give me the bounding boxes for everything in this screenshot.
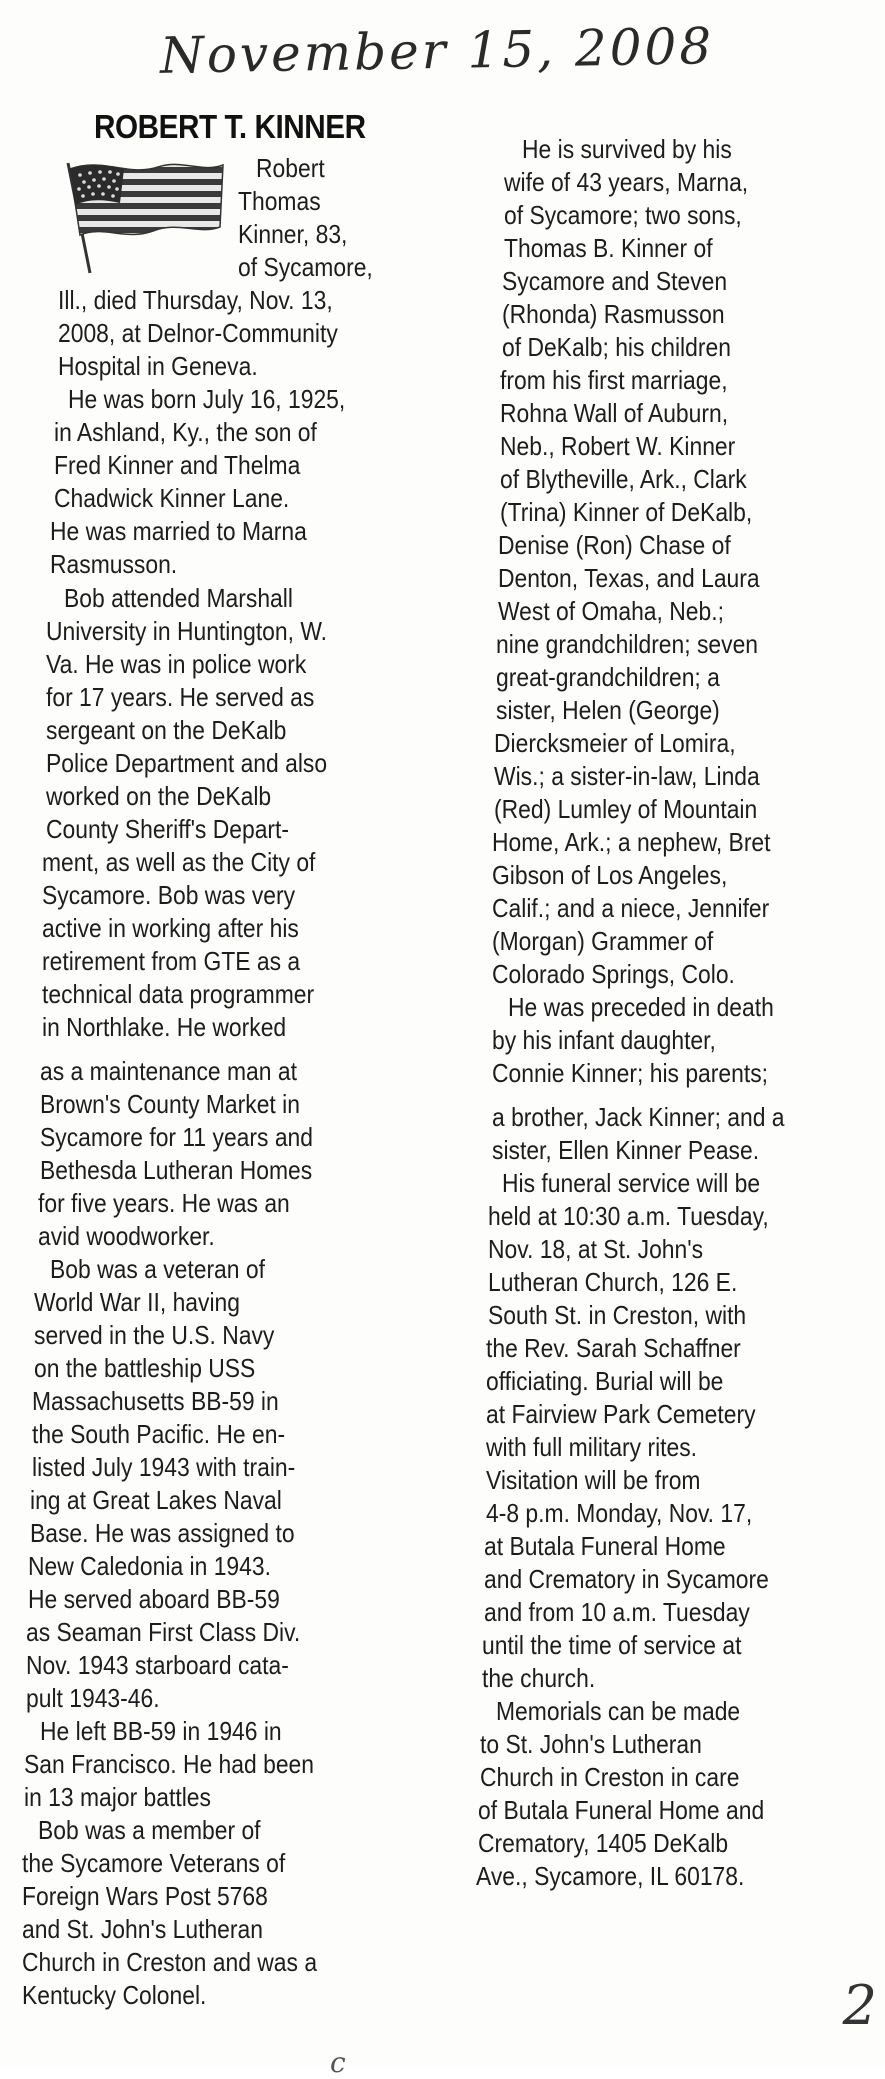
text-line: sergeant on the DeKalb (46, 715, 287, 745)
text-line: Rohna Wall of Auburn, (500, 398, 729, 428)
text-line: Neb., Robert W. Kinner (500, 431, 736, 461)
text-line: and St. John's Lutheran (22, 1914, 263, 1944)
text-line: at Butala Funeral Home (484, 1531, 726, 1561)
text-line: in 13 major battles (24, 1782, 211, 1812)
text-line: Colorado Springs, Colo. (492, 959, 735, 989)
text-line: (Morgan) Grammer of (492, 926, 714, 956)
text-line: ment, as well as the City of (42, 847, 316, 877)
text-line: Base. He was assigned to (30, 1518, 295, 1548)
text-line: nine grandchildren; seven (496, 629, 759, 659)
text-line: His funeral service will be (502, 1168, 761, 1198)
text-line: sister, Helen (George) (496, 695, 720, 725)
text-line: Thomas (238, 186, 321, 216)
text-line: New Caledonia in 1943. (28, 1551, 271, 1581)
text-line: Wis.; a sister-in-law, Linda (494, 761, 760, 791)
text-line: Bethesda Lutheran Homes (40, 1155, 313, 1185)
text-line: Rasmusson. (50, 549, 178, 579)
text-line: Calif.; and a niece, Jennifer (492, 893, 770, 923)
text-line: pult 1943-46. (26, 1683, 160, 1713)
text-line: to St. John's Lutheran (480, 1729, 702, 1759)
handwritten-page-number: 2 (842, 1974, 877, 2037)
text-line: for 17 years. He served as (46, 682, 315, 712)
text-line: (Rhonda) Rasmusson (502, 299, 725, 329)
text-line: Kinner, 83, (238, 219, 348, 249)
text-line: a brother, Jack Kinner; and a (492, 1102, 785, 1132)
handwritten-date: November 15, 2008 (159, 17, 715, 85)
text-line: the church. (482, 1663, 596, 1693)
text-line: Lutheran Church, 126 E. (488, 1267, 738, 1297)
text-line: He was preceded in death (508, 992, 774, 1022)
text-line: in Ashland, Ky., the son of (54, 417, 317, 447)
text-line: Bob was a member of (38, 1815, 261, 1845)
text-line: Sycamore for 11 years and (40, 1122, 314, 1152)
text-line: technical data programmer (42, 979, 315, 1009)
text-line: as Seaman First Class Div. (26, 1617, 301, 1647)
text-line: from his first marriage, (500, 365, 728, 395)
text-line: Robert (256, 153, 325, 183)
text-line: of Sycamore; two sons, (504, 200, 742, 230)
text-line: retirement from GTE as a (42, 946, 301, 976)
text-line: at Fairview Park Cemetery (486, 1399, 756, 1429)
text-line: Police Department and also (46, 748, 328, 778)
text-line: He left BB-59 in 1946 in (40, 1716, 282, 1746)
text-line: the Sycamore Veterans of (22, 1848, 286, 1878)
text-line: listed July 1943 with train- (32, 1452, 296, 1482)
text-line: Va. He was in police work (46, 649, 307, 679)
text-line: He was married to Marna (50, 516, 307, 546)
text-line: Diercksmeier of Lomira, (494, 728, 736, 758)
text-line: World War II, having (34, 1287, 240, 1317)
text-line: Denise (Ron) Chase of (498, 530, 731, 560)
text-line: West of Omaha, Neb.; (498, 596, 724, 626)
text-line: Ave., Sycamore, IL 60178. (476, 1861, 745, 1891)
text-line: Home, Ark.; a nephew, Bret (492, 827, 771, 857)
text-line: and from 10 a.m. Tuesday (484, 1597, 750, 1627)
text-line: held at 10:30 a.m. Tuesday, (488, 1201, 769, 1231)
text-line: Nov. 1943 starboard cata- (26, 1650, 289, 1680)
american-flag-icon (58, 155, 228, 275)
text-line: in Northlake. He worked (42, 1012, 287, 1042)
text-line: 2008, at Delnor-Community (58, 318, 338, 348)
text-line: Gibson of Los Angeles, (492, 860, 728, 890)
text-line: Crematory, 1405 DeKalb (478, 1828, 729, 1858)
text-line: avid woodworker. (38, 1221, 215, 1251)
text-line: Nov. 18, at St. John's (488, 1234, 704, 1264)
text-line: of Blytheville, Ark., Clark (500, 464, 747, 494)
text-line: Fred Kinner and Thelma (54, 450, 301, 480)
text-line: as a maintenance man at (40, 1056, 297, 1086)
text-line: He served aboard BB-59 (28, 1584, 280, 1614)
text-line: (Red) Lumley of Mountain (494, 794, 758, 824)
text-line: County Sheriff's Depart- (46, 814, 290, 844)
text-line: Sycamore. Bob was very (42, 880, 296, 910)
text-line: Connie Kinner; his parents; (492, 1058, 768, 1088)
text-line: Hospital in Geneva. (58, 351, 258, 381)
text-line: great-grandchildren; a (496, 662, 720, 692)
text-line: the Rev. Sarah Schaffner (486, 1333, 741, 1363)
text-line: (Trina) Kinner of DeKalb, (500, 497, 753, 527)
text-line: by his infant daughter, (492, 1025, 716, 1055)
text-line: University in Huntington, W. (46, 616, 328, 646)
text-line: Church in Creston and was a (22, 1947, 318, 1977)
text-line: Chadwick Kinner Lane. (54, 483, 290, 513)
text-line: ing at Great Lakes Naval (30, 1485, 282, 1515)
text-line: officiating. Burial will be (486, 1366, 724, 1396)
text-line: Bob was a veteran of (50, 1254, 265, 1284)
text-line: the South Pacific. He en- (32, 1419, 286, 1449)
text-line: He is survived by his (522, 134, 732, 164)
text-line: San Francisco. He had been (24, 1749, 315, 1779)
text-line: wife of 43 years, Marna, (504, 167, 749, 197)
text-line: and Crematory in Sycamore (484, 1564, 769, 1594)
text-line: Sycamore and Steven (502, 266, 728, 296)
text-line: of DeKalb; his children (502, 332, 731, 362)
text-line: Bob attended Marshall (64, 583, 293, 613)
text-line: 4-8 p.m. Monday, Nov. 17, (486, 1498, 753, 1528)
text-line: with full military rites. (486, 1432, 698, 1462)
obituary-headline: ROBERT T. KINNER (94, 108, 366, 145)
text-line: until the time of service at (482, 1630, 742, 1660)
text-line: Church in Creston in care (480, 1762, 740, 1792)
text-line: of Sycamore, (238, 252, 373, 282)
text-line: served in the U.S. Navy (34, 1320, 275, 1350)
text-line: Foreign Wars Post 5768 (22, 1881, 268, 1911)
text-line: Memorials can be made (496, 1696, 741, 1726)
text-line: Ill., died Thursday, Nov. 13, (58, 285, 333, 315)
text-line: Thomas B. Kinner of (504, 233, 713, 263)
handwritten-mark: c (330, 2046, 346, 2079)
text-line: Kentucky Colonel. (22, 1980, 207, 2010)
text-line: on the battleship USS (34, 1353, 256, 1383)
text-line: active in working after his (42, 913, 299, 943)
text-line: He was born July 16, 1925, (68, 384, 346, 414)
text-line: worked on the DeKalb (46, 781, 272, 811)
text-line: for five years. He was an (38, 1188, 290, 1218)
text-line: Denton, Texas, and Laura (498, 563, 760, 593)
text-line: sister, Ellen Kinner Pease. (492, 1135, 760, 1165)
text-line: Massachusetts BB-59 in (32, 1386, 279, 1416)
text-line: Brown's County Market in (40, 1089, 300, 1119)
text-line: Visitation will be from (486, 1465, 701, 1495)
text-line: of Butala Funeral Home and (478, 1795, 765, 1825)
text-line: South St. in Creston, with (488, 1300, 747, 1330)
